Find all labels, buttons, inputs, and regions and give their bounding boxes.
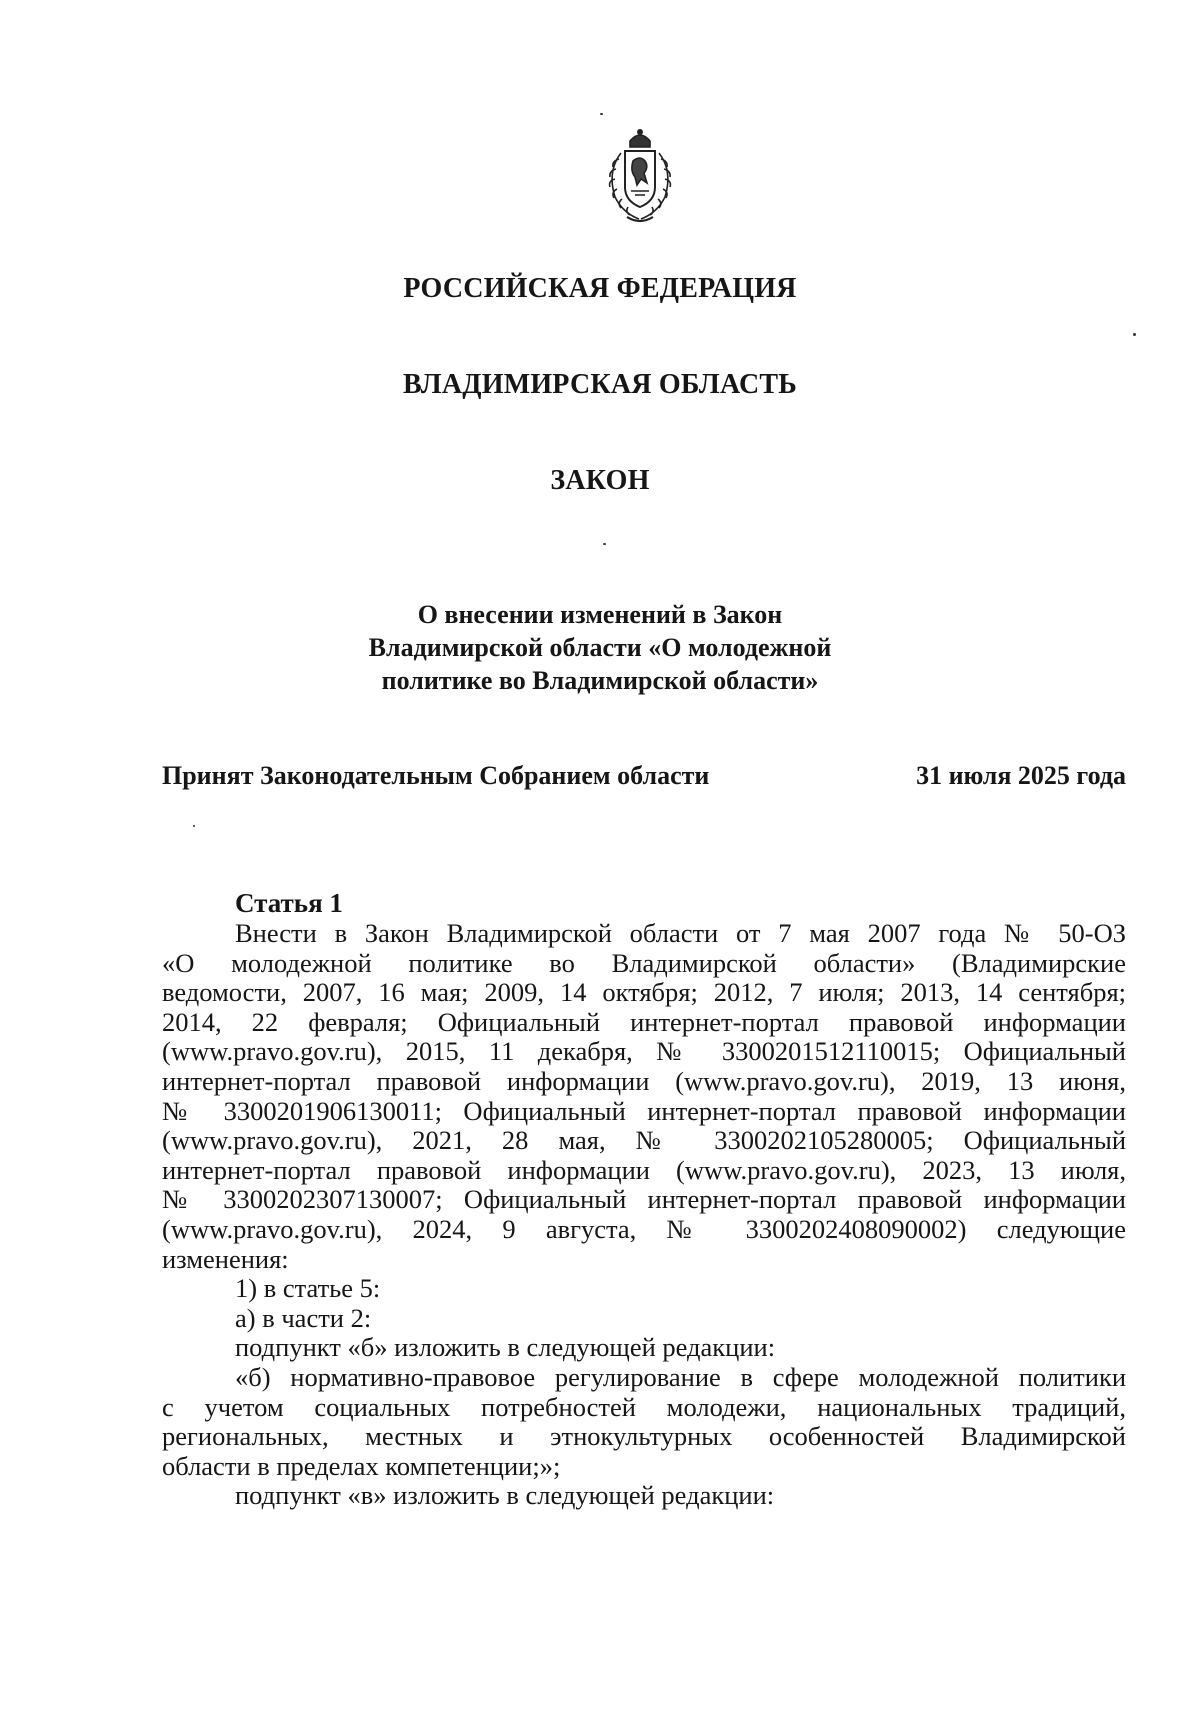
paragraph-line: интернет-портал правовой информации (www.pravo.gov.ru), 2023, 13 июля, xyxy=(162,1155,1126,1185)
law-title-line: О внесении изменений в Закон xyxy=(417,600,783,629)
paragraph-line: «О молодежной политике во Владимирской области» (Владимирские xyxy=(162,948,1126,978)
paragraph-line: (www.pravo.gov.ru), 2015, 11 декабря, № 3300201512110015; Официальный xyxy=(162,1037,1126,1067)
paragraph-line: № 3300202307130007; Официальный интернет-портал правовой информации xyxy=(162,1185,1126,1215)
scan-speck xyxy=(193,825,195,827)
paragraph-line: интернет-портал правовой информации (www.pravo.gov.ru), 2019, 13 июня, xyxy=(162,1066,1126,1096)
paragraph-line: (www.pravo.gov.ru), 2024, 9 августа, № 3300202408090002) следующие xyxy=(162,1214,1126,1244)
paragraph-line: с учетом социальных потребностей молодежи, национальных традиций, xyxy=(162,1392,1126,1422)
paragraph-line: области в пределах компетенции;»; xyxy=(162,1450,561,1481)
paragraph-line: (www.pravo.gov.ru), 2021, 28 мая, № 3300202105280005; Официальный xyxy=(162,1126,1126,1156)
scan-speck xyxy=(603,543,606,545)
law-title xyxy=(0,598,1200,697)
article-body xyxy=(162,919,1126,1511)
paragraph-line: № 3300201906130011; Официальный интернет-портал правовой информации xyxy=(162,1096,1126,1126)
adoption-date: 31 июля 2025 года xyxy=(916,761,1126,790)
paragraph-line: изменения: xyxy=(162,1243,289,1274)
law-title-line: политике во Владимирской области» xyxy=(381,666,819,695)
list-item: подпункт «в» изложить в следующей редакции: xyxy=(235,1480,775,1511)
paragraph-line: региональных, местных и этнокультурных особенностей Владимирской xyxy=(162,1422,1126,1452)
region-heading: ВЛАДИМИРСКАЯ ОБЛАСТЬ xyxy=(402,369,798,400)
list-item: а) в части 2: xyxy=(235,1302,372,1333)
scan-speck xyxy=(1133,333,1136,336)
adopted-by: Принят Законодательным Собранием области xyxy=(162,761,710,790)
paragraph-line: «б) нормативно-правовое регулирование в сфере молодежной политики xyxy=(235,1362,1126,1392)
coat-of-arms-icon xyxy=(597,127,683,227)
list-item: подпункт «б» изложить в следующей редакции: xyxy=(235,1332,776,1363)
law-title-line: Владимирской области «О молодежной xyxy=(368,633,832,662)
list-item: 1) в статье 5: xyxy=(235,1273,381,1304)
country-heading: РОССИЙСКАЯ ФЕДЕРАЦИЯ xyxy=(403,273,797,304)
scan-speck xyxy=(600,113,603,115)
article-title: Статья 1 xyxy=(235,888,343,918)
paragraph-line: 2014, 22 февраля; Официальный интернет-портал правовой информации xyxy=(162,1007,1126,1037)
paragraph-line: ведомости, 2007, 16 мая; 2009, 14 октября; 2012, 7 июля; 2013, 14 сентября; xyxy=(162,978,1126,1008)
document-type-heading: ЗАКОН xyxy=(550,465,650,496)
paragraph-line: Внести в Закон Владимирской области от 7 мая 2007 года № 50-ОЗ xyxy=(235,919,1126,948)
